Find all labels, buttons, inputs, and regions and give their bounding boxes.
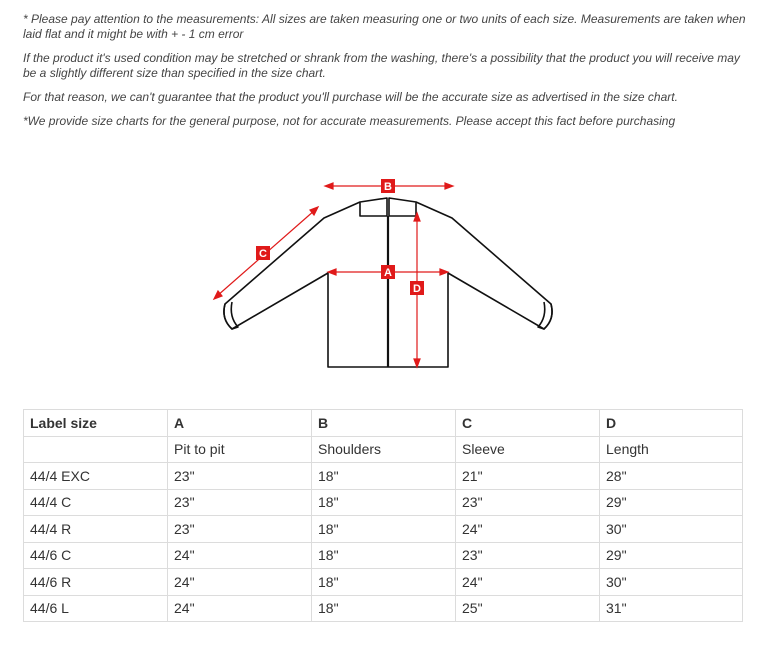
cell-b: 18" <box>312 595 456 622</box>
cell-c: 23" <box>456 489 600 516</box>
subheader-shoulders: Shoulders <box>312 436 456 463</box>
measure-label-b <box>381 179 395 193</box>
cell-a: 24" <box>168 569 312 596</box>
cell-label-size: 44/6 L <box>24 595 168 622</box>
cell-a: 23" <box>168 489 312 516</box>
measure-label-d <box>410 281 424 295</box>
note-no-guarantee: For that reason, we can't guarantee that the product you'll purchase will be the accurate size as advertised in the size chart. <box>23 90 678 104</box>
label-d: D <box>413 283 421 295</box>
cell-a: 23" <box>168 516 312 543</box>
measure-label-c <box>256 246 270 260</box>
cell-d: 30" <box>600 569 743 596</box>
subheader-pit-to-pit: Pit to pit <box>168 436 312 463</box>
cell-label-size: 44/4 C <box>24 489 168 516</box>
cell-label-size: 44/4 R <box>24 516 168 543</box>
cell-b: 18" <box>312 569 456 596</box>
cell-label-size: 44/6 R <box>24 569 168 596</box>
cell-d: 30" <box>600 516 743 543</box>
cell-c: 23" <box>456 542 600 569</box>
table-subheader-row <box>24 436 743 463</box>
note-used-condition: If the product it's used condition may be stretched or shrank from the washing, there's a possibility that the product you will receive may be a slightly different size than specified in the size chart. <box>23 51 740 80</box>
subheader-length: Length <box>600 436 743 463</box>
cell-c: 24" <box>456 516 600 543</box>
cell-label-size: 44/6 C <box>24 542 168 569</box>
cell-b: 18" <box>312 489 456 516</box>
header-b: B <box>312 410 456 437</box>
label-a: A <box>384 267 392 279</box>
jacket-measurement-diagram <box>205 172 565 372</box>
size-chart-table <box>23 409 743 622</box>
note-general-purpose: *We provide size charts for the general purpose, not for accurate measurements. Please accept this fact before purchasing <box>23 114 676 128</box>
subheader-sleeve: Sleeve <box>456 436 600 463</box>
jacket-outline <box>224 198 552 367</box>
cell-d: 31" <box>600 595 743 622</box>
table-row <box>24 569 743 596</box>
label-b: B <box>384 181 392 193</box>
header-d: D <box>600 410 743 437</box>
cell-d: 28" <box>600 463 743 490</box>
cell-d: 29" <box>600 542 743 569</box>
table-row <box>24 542 743 569</box>
header-c: C <box>456 410 600 437</box>
cell-d: 29" <box>600 489 743 516</box>
cell-c: 21" <box>456 463 600 490</box>
cell-a: 24" <box>168 595 312 622</box>
subheader-cell <box>24 436 168 463</box>
cell-c: 24" <box>456 569 600 596</box>
measure-label-a <box>381 265 395 279</box>
label-c: C <box>259 248 267 260</box>
table-row <box>24 516 743 543</box>
cell-label-size: 44/4 EXC <box>24 463 168 490</box>
cell-c: 25" <box>456 595 600 622</box>
cell-a: 24" <box>168 542 312 569</box>
cell-a: 23" <box>168 463 312 490</box>
cell-b: 18" <box>312 516 456 543</box>
header-label-size: Label size <box>24 410 168 437</box>
table-row <box>24 489 743 516</box>
table-header-row <box>24 410 743 437</box>
note-measurement-error: * Please pay attention to the measurements: All sizes are taken measuring one or two units of each size. Measurements are taken when laid flat and it might be with + - 1 cm error <box>23 12 746 41</box>
table-row <box>24 463 743 490</box>
header-a: A <box>168 410 312 437</box>
cell-b: 18" <box>312 463 456 490</box>
measurement-notes <box>23 12 753 138</box>
measure-lines <box>214 183 453 367</box>
table-row <box>24 595 743 622</box>
cell-b: 18" <box>312 542 456 569</box>
